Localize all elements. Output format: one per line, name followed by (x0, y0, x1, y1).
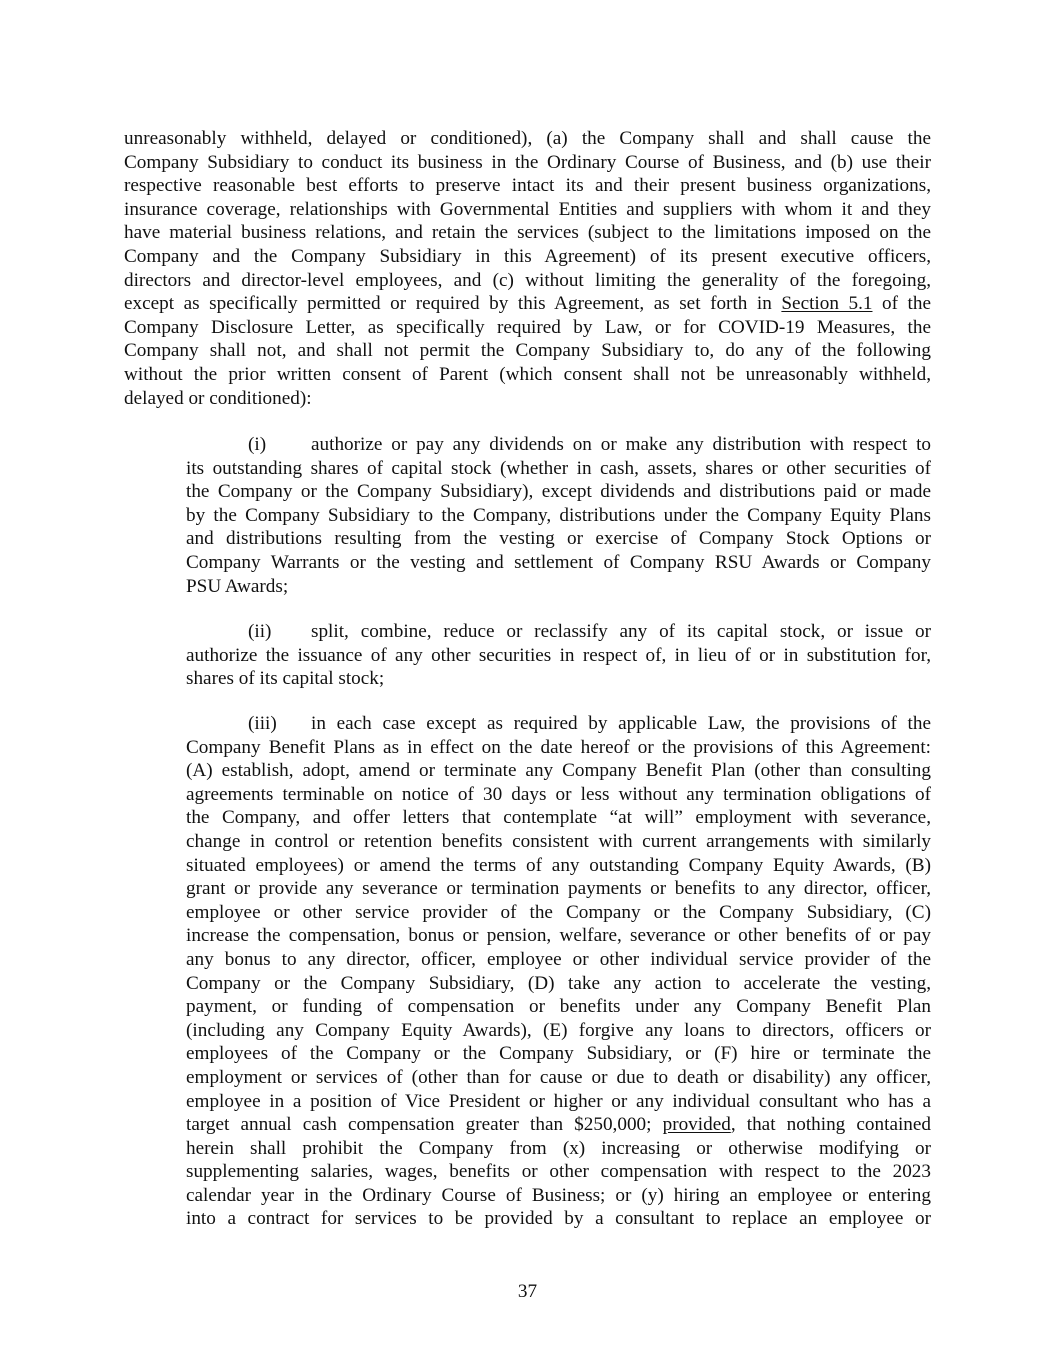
clause-ii (186, 620, 931, 691)
clause-label: (ii) (248, 621, 272, 642)
text-segment: situated employees) or amend the terms of any outstanding Company Equity Awards, (B) (186, 854, 931, 876)
text-line (186, 457, 931, 481)
underlined-reference: provided (662, 1114, 731, 1136)
text-segment: PSU Awards; (186, 575, 289, 597)
text-line (186, 1184, 931, 1208)
text-line (186, 854, 931, 878)
text-segment: authorize or pay any dividends on or make any distribution with respect to (311, 434, 931, 455)
text-segment: the Company, and offer letters that contemplate “at will” employment with severance, (186, 807, 931, 829)
text-line (186, 1042, 931, 1066)
text-segment: authorize the issuance of any other securities in respect of, in lieu of or in substitution for, (186, 644, 931, 666)
text-segment: delayed or conditioned): (124, 387, 312, 409)
text-segment: Company Warrants or the vesting and settlement of Company RSU Awards or Company (186, 551, 931, 573)
text-segment: of the (872, 293, 931, 315)
text-line (186, 736, 931, 760)
text-line (186, 480, 931, 504)
text-line (186, 1090, 931, 1114)
text-line (186, 901, 931, 925)
text-line (124, 174, 931, 198)
text-segment: target annual cash compensation greater than $250,000; (186, 1114, 663, 1136)
text-segment: split, combine, reduce or reclassify any of its capital stock, or issue or (311, 621, 931, 642)
text-line (186, 1137, 931, 1161)
text-segment: Company Disclosure Letter, as specifically required by Law, or for COVID-19 Measures, the (124, 316, 931, 338)
text-line (124, 387, 931, 411)
text-segment: increase the compensation, bonus or pension, welfare, severance or other benefits of or pay (186, 925, 931, 947)
text-segment: Company Benefit Plans as in effect on the date hereof or the provisions of this Agreement: (186, 736, 931, 758)
clause-label: (i) (248, 434, 267, 455)
text-segment: (including any Company Equity Awards), (E) forgive any loans to directors, officers or (186, 1019, 931, 1041)
text-segment: insurance coverage, relationships with Governmental Entities and suppliers with whom it and they (124, 198, 931, 220)
text-line (186, 995, 931, 1019)
text-line (124, 198, 931, 222)
text-line (186, 1066, 931, 1090)
clause-text (311, 433, 931, 457)
text-segment: employee in a position of Vice President or higher or any individual consultant who has a (186, 1090, 931, 1112)
underlined-reference: Section 5.1 (781, 293, 873, 315)
text-line (186, 667, 931, 691)
clause-first-line (186, 712, 931, 736)
text-line (186, 1160, 931, 1184)
text-segment: and distributions resulting from the vesting or exercise of Company Stock Options or (186, 528, 931, 550)
text-segment: payment, or funding of compensation or benefits under any Company Benefit Plan (186, 996, 931, 1018)
text-line (186, 783, 931, 807)
text-segment: respective reasonable best efforts to preserve intact its and their present business organizations, (124, 175, 931, 197)
text-segment: without the prior written consent of Parent (which consent shall not be unreasonably withheld, (124, 363, 931, 385)
text-line (124, 151, 931, 175)
text-line (186, 759, 931, 783)
page-number: 37 (517, 1281, 538, 1302)
text-segment: employment or services of (other than for cause or due to death or disability) any officer, (186, 1066, 931, 1088)
text-line (186, 527, 931, 551)
text-segment: any bonus to any director, officer, employee or other individual service provider of the (186, 948, 931, 970)
intro-paragraph (124, 127, 931, 410)
clause-i (186, 433, 931, 598)
text-segment: supplementing salaries, wages, benefits or other compensation with respect to the 2023 (186, 1161, 931, 1183)
clause-label: (iii) (248, 713, 277, 734)
text-segment: Company Subsidiary to conduct its business in the Ordinary Course of Business, and (b) use their (124, 151, 931, 173)
text-line (186, 1113, 931, 1137)
text-segment: the Company or the Company Subsidiary), except dividends and distributions paid or made (186, 481, 931, 503)
text-segment: unreasonably withheld, delayed or conditioned), (a) the Company shall and shall cause the (124, 128, 931, 149)
text-line (124, 127, 931, 151)
text-line (186, 1019, 931, 1043)
text-segment: employees of the Company or the Company Subsidiary, or (F) hire or terminate the (186, 1043, 931, 1065)
text-segment: except as specifically permitted or required by this Agreement, as set forth in (124, 293, 782, 315)
clause-first-line (186, 433, 931, 457)
text-segment: calendar year in the Ordinary Course of Business; or (y) hiring an employee or entering (186, 1184, 931, 1206)
text-segment: (A) establish, adopt, amend or terminate any Company Benefit Plan (other than consulting (186, 760, 931, 782)
text-line (124, 363, 931, 387)
text-line (124, 245, 931, 269)
text-line (124, 269, 931, 293)
text-segment: employee or other service provider of the Company or the Company Subsidiary, (C) (186, 901, 931, 923)
text-segment: Company and the Company Subsidiary in this Agreement) of its present executive officers, (124, 245, 931, 267)
clause-text (311, 620, 931, 644)
text-line (124, 316, 931, 340)
text-line (186, 830, 931, 854)
text-segment: grant or provide any severance or termination payments or benefits to any director, officer, (186, 878, 931, 900)
text-line (186, 551, 931, 575)
text-line (124, 339, 931, 363)
text-line (186, 948, 931, 972)
text-segment: , that nothing contained (730, 1114, 931, 1136)
text-line (186, 877, 931, 901)
text-segment: Company shall not, and shall not permit the Company Subsidiary to, do any of the following (124, 340, 931, 362)
text-line (186, 806, 931, 830)
text-segment: its outstanding shares of capital stock (whether in cash, assets, shares or other securities of (186, 457, 931, 479)
text-line (186, 575, 931, 599)
text-segment: by the Company Subsidiary to the Company, distributions under the Company Equity Plans (186, 504, 931, 526)
text-segment: Company or the Company Subsidiary, (D) take any action to accelerate the vesting, (186, 972, 931, 994)
text-segment: into a contract for services to be provided by a consultant to replace an employee or (186, 1208, 931, 1230)
text-segment: change in control or retention benefits consistent with current arrangements with similarly (186, 830, 931, 852)
text-line (124, 292, 931, 316)
text-line (186, 972, 931, 996)
text-segment: herein shall prohibit the Company from (x) increasing or otherwise modifying or (186, 1137, 931, 1159)
text-segment: shares of its capital stock; (186, 668, 385, 690)
text-segment: have material business relations, and retain the services (subject to the limitations imposed on the (124, 222, 931, 244)
text-segment: in each case except as required by applicable Law, the provisions of the (311, 713, 931, 734)
text-line (186, 924, 931, 948)
clause-iii (186, 712, 931, 1231)
text-segment: agreements terminable on notice of 30 days or less without any termination obligations of (186, 783, 931, 805)
text-line (124, 221, 931, 245)
text-segment: directors and director-level employees, and (c) without limiting the generality of the foregoing, (124, 269, 931, 291)
text-line (186, 504, 931, 528)
text-line (186, 1207, 931, 1231)
clause-first-line (186, 620, 931, 644)
clause-text (311, 712, 931, 736)
text-line (186, 644, 931, 668)
